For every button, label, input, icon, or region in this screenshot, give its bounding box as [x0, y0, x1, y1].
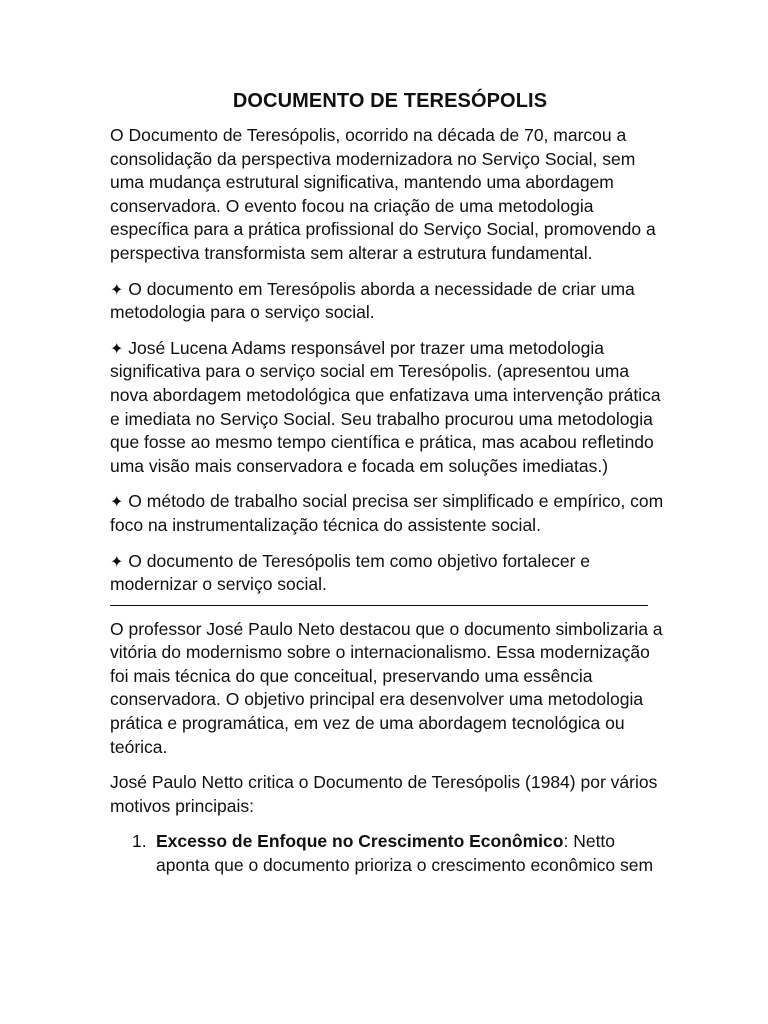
netto-paragraph: O professor José Paulo Neto destacou que o documento simbolizaria a vitória do modernismo sobre o internacionalismo. Essa modernização foi mais técnica do que conceitual, preservando uma essência conservadora. O objetivo principal era desenvolver uma metodologia prática e programática, em vez de uma abordagem tecnológica ou teórica.	[110, 618, 663, 757]
critique-list	[110, 830, 670, 877]
list-item-text: : Netto aponta que o documento prioriza o crescimento econômico sem	[156, 831, 654, 876]
star-icon: ✦	[110, 492, 124, 512]
bullet-item	[110, 337, 670, 479]
star-icon: ✦	[110, 338, 124, 358]
list-item-number: 1.	[132, 831, 147, 852]
bullet-item	[110, 278, 670, 325]
bullet-text: José Lucena Adams responsável por trazer uma metodologia significativa para o serviço social em Teresópolis. (apresentou uma nova abordagem metodológica que enfatizava uma intervenção prática e imediata no Serviço Social. Seu trabalho procurou uma metodologia que fosse ao mesmo tempo científica e prática, mas acabou refletindo uma visão mais conservadora e focada em soluções imediatas.)	[110, 337, 661, 476]
critique-paragraph: José Paulo Netto critica o Documento de Teresópolis (1984) por vários motivos principais:	[110, 772, 658, 816]
bullet-item	[110, 490, 670, 537]
bullet-item	[110, 550, 670, 597]
bullet-text: O documento em Teresópolis aborda a necessidade de criar uma metodologia para o serviço social.	[110, 278, 635, 323]
list-item	[110, 830, 670, 877]
bullet-text: O método de trabalho social precisa ser simplificado e empírico, com foco na instrumentalização técnica do assistente social.	[110, 491, 664, 535]
document-title: DOCUMENTO DE TERESÓPOLIS	[232, 90, 548, 112]
document-page	[110, 88, 670, 878]
bullet-text: O documento de Teresópolis tem como objetivo fortalecer e modernizar o serviço social.	[110, 550, 591, 595]
star-icon: ✦	[110, 279, 124, 299]
list-item-heading: Excesso de Enfoque no Crescimento Econômico	[156, 831, 564, 852]
star-icon: ✦	[110, 551, 124, 571]
intro-paragraph: O Documento de Teresópolis, ocorrido na década de 70, marcou a consolidação da perspectiva modernizadora no Serviço Social, sem uma mudança estrutural significativa, mantendo uma abordagem conservadora. O evento focou na criação de uma metodologia específica para a prática profissional do Serviço Social, promovendo a perspectiva transformista sem alterar a estrutura fundamental.	[110, 125, 656, 263]
